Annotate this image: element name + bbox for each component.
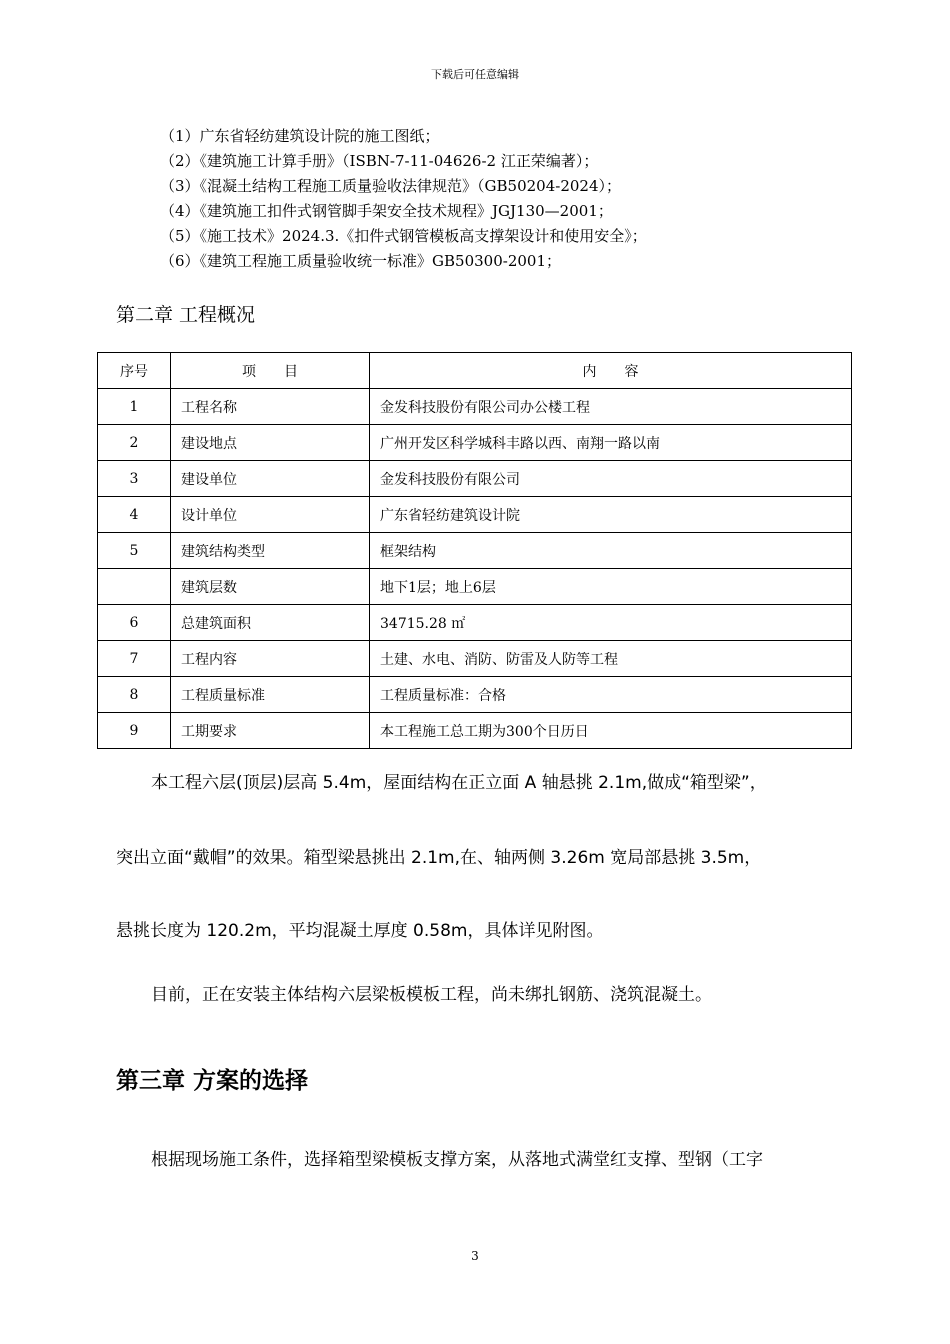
body-paragraph-line: 本工程六层(顶层)层高 5.4m，屋面结构在正立面 A 轴悬挑 2.1m,做成“箱型梁”， bbox=[151, 773, 767, 793]
row-no: 8 bbox=[98, 677, 171, 713]
row-item: 建筑结构类型 bbox=[171, 533, 370, 569]
row-content: 金发科技股份有限公司 bbox=[370, 461, 852, 497]
table-row bbox=[98, 641, 852, 677]
table-row bbox=[98, 677, 852, 713]
table-row bbox=[98, 569, 852, 605]
reference-list bbox=[160, 124, 880, 274]
row-no: 3 bbox=[98, 461, 171, 497]
chapter3-paragraph-line: 根据现场施工条件，选择箱型梁模板支撑方案，从落地式满堂红支撑、型钢（工字 bbox=[151, 1150, 763, 1170]
row-item: 工程内容 bbox=[171, 641, 370, 677]
table-row bbox=[98, 497, 852, 533]
chapter3-heading: 第三章 方案的选择 bbox=[116, 1068, 309, 1094]
page-header-note: 下载后可任意编辑 bbox=[431, 68, 519, 81]
row-no: 7 bbox=[98, 641, 171, 677]
row-no bbox=[98, 569, 171, 605]
row-no: 5 bbox=[98, 533, 171, 569]
row-item: 建筑层数 bbox=[171, 569, 370, 605]
body-paragraph-line: 悬挑长度为 120.2m，平均混凝土厚度 0.58m，具体详见附图。 bbox=[116, 921, 604, 941]
row-content: 本工程施工总工期为300个日历日 bbox=[370, 713, 852, 749]
row-content: 土建、水电、消防、防雷及人防等工程 bbox=[370, 641, 852, 677]
row-no: 6 bbox=[98, 605, 171, 641]
reference-item: （2）《建筑施工计算手册》（ISBN-7-11-04626-2 江正荣编著）； bbox=[160, 152, 599, 170]
row-content: 框架结构 bbox=[370, 533, 852, 569]
table-row bbox=[98, 425, 852, 461]
row-content: 工程质量标准：合格 bbox=[370, 677, 852, 713]
row-no: 9 bbox=[98, 713, 171, 749]
header-content: 内 容 bbox=[370, 353, 852, 389]
reference-item: （3）《混凝土结构工程施工质量验收法律规范》（GB50204-2024）； bbox=[160, 177, 622, 195]
reference-item: （1）广东省轻纺建筑设计院的施工图纸； bbox=[160, 127, 440, 145]
row-item: 工程质量标准 bbox=[171, 677, 370, 713]
chapter2-heading: 第二章 工程概况 bbox=[116, 304, 256, 326]
row-content: 广州开发区科学城科丰路以西、南翔一路以南 bbox=[370, 425, 852, 461]
row-no: 4 bbox=[98, 497, 171, 533]
row-content: 广东省轻纺建筑设计院 bbox=[370, 497, 852, 533]
project-overview-table bbox=[97, 352, 852, 749]
header-item: 项 目 bbox=[171, 353, 370, 389]
table-row bbox=[98, 533, 852, 569]
row-item: 建设地点 bbox=[171, 425, 370, 461]
reference-item: （6）《建筑工程施工质量验收统一标准》GB50300-2001； bbox=[160, 252, 562, 270]
row-content: 金发科技股份有限公司办公楼工程 bbox=[370, 389, 852, 425]
row-content: 地下1层；地上6层 bbox=[370, 569, 852, 605]
row-content: 34715.28 ㎡ bbox=[370, 605, 852, 641]
body-paragraph-line: 目前，正在安装主体结构六层梁板模板工程，尚未绑扎钢筋、浇筑混凝土。 bbox=[151, 985, 712, 1005]
table-row bbox=[98, 713, 852, 749]
table-header-row bbox=[98, 353, 852, 389]
page-number: 3 bbox=[471, 1249, 479, 1263]
row-item: 工期要求 bbox=[171, 713, 370, 749]
reference-item: （4）《建筑施工扣件式钢管脚手架安全技术规程》JGJ130—2001； bbox=[160, 202, 613, 220]
row-item: 总建筑面积 bbox=[171, 605, 370, 641]
row-no: 1 bbox=[98, 389, 171, 425]
row-item: 工程名称 bbox=[171, 389, 370, 425]
body-paragraph-line: 突出立面“戴帽”的效果。箱型梁悬挑出 2.1m,在、轴两侧 3.26m 宽局部悬挑 3.5m， bbox=[116, 848, 762, 868]
row-item: 设计单位 bbox=[171, 497, 370, 533]
row-no: 2 bbox=[98, 425, 171, 461]
reference-item: （5）《施工技术》2024.3.《扣件式钢管模板高支撑架设计和使用安全》； bbox=[160, 227, 647, 245]
header-no: 序号 bbox=[98, 353, 171, 389]
row-item: 建设单位 bbox=[171, 461, 370, 497]
table-row bbox=[98, 605, 852, 641]
table-row bbox=[98, 461, 852, 497]
table-row bbox=[98, 389, 852, 425]
